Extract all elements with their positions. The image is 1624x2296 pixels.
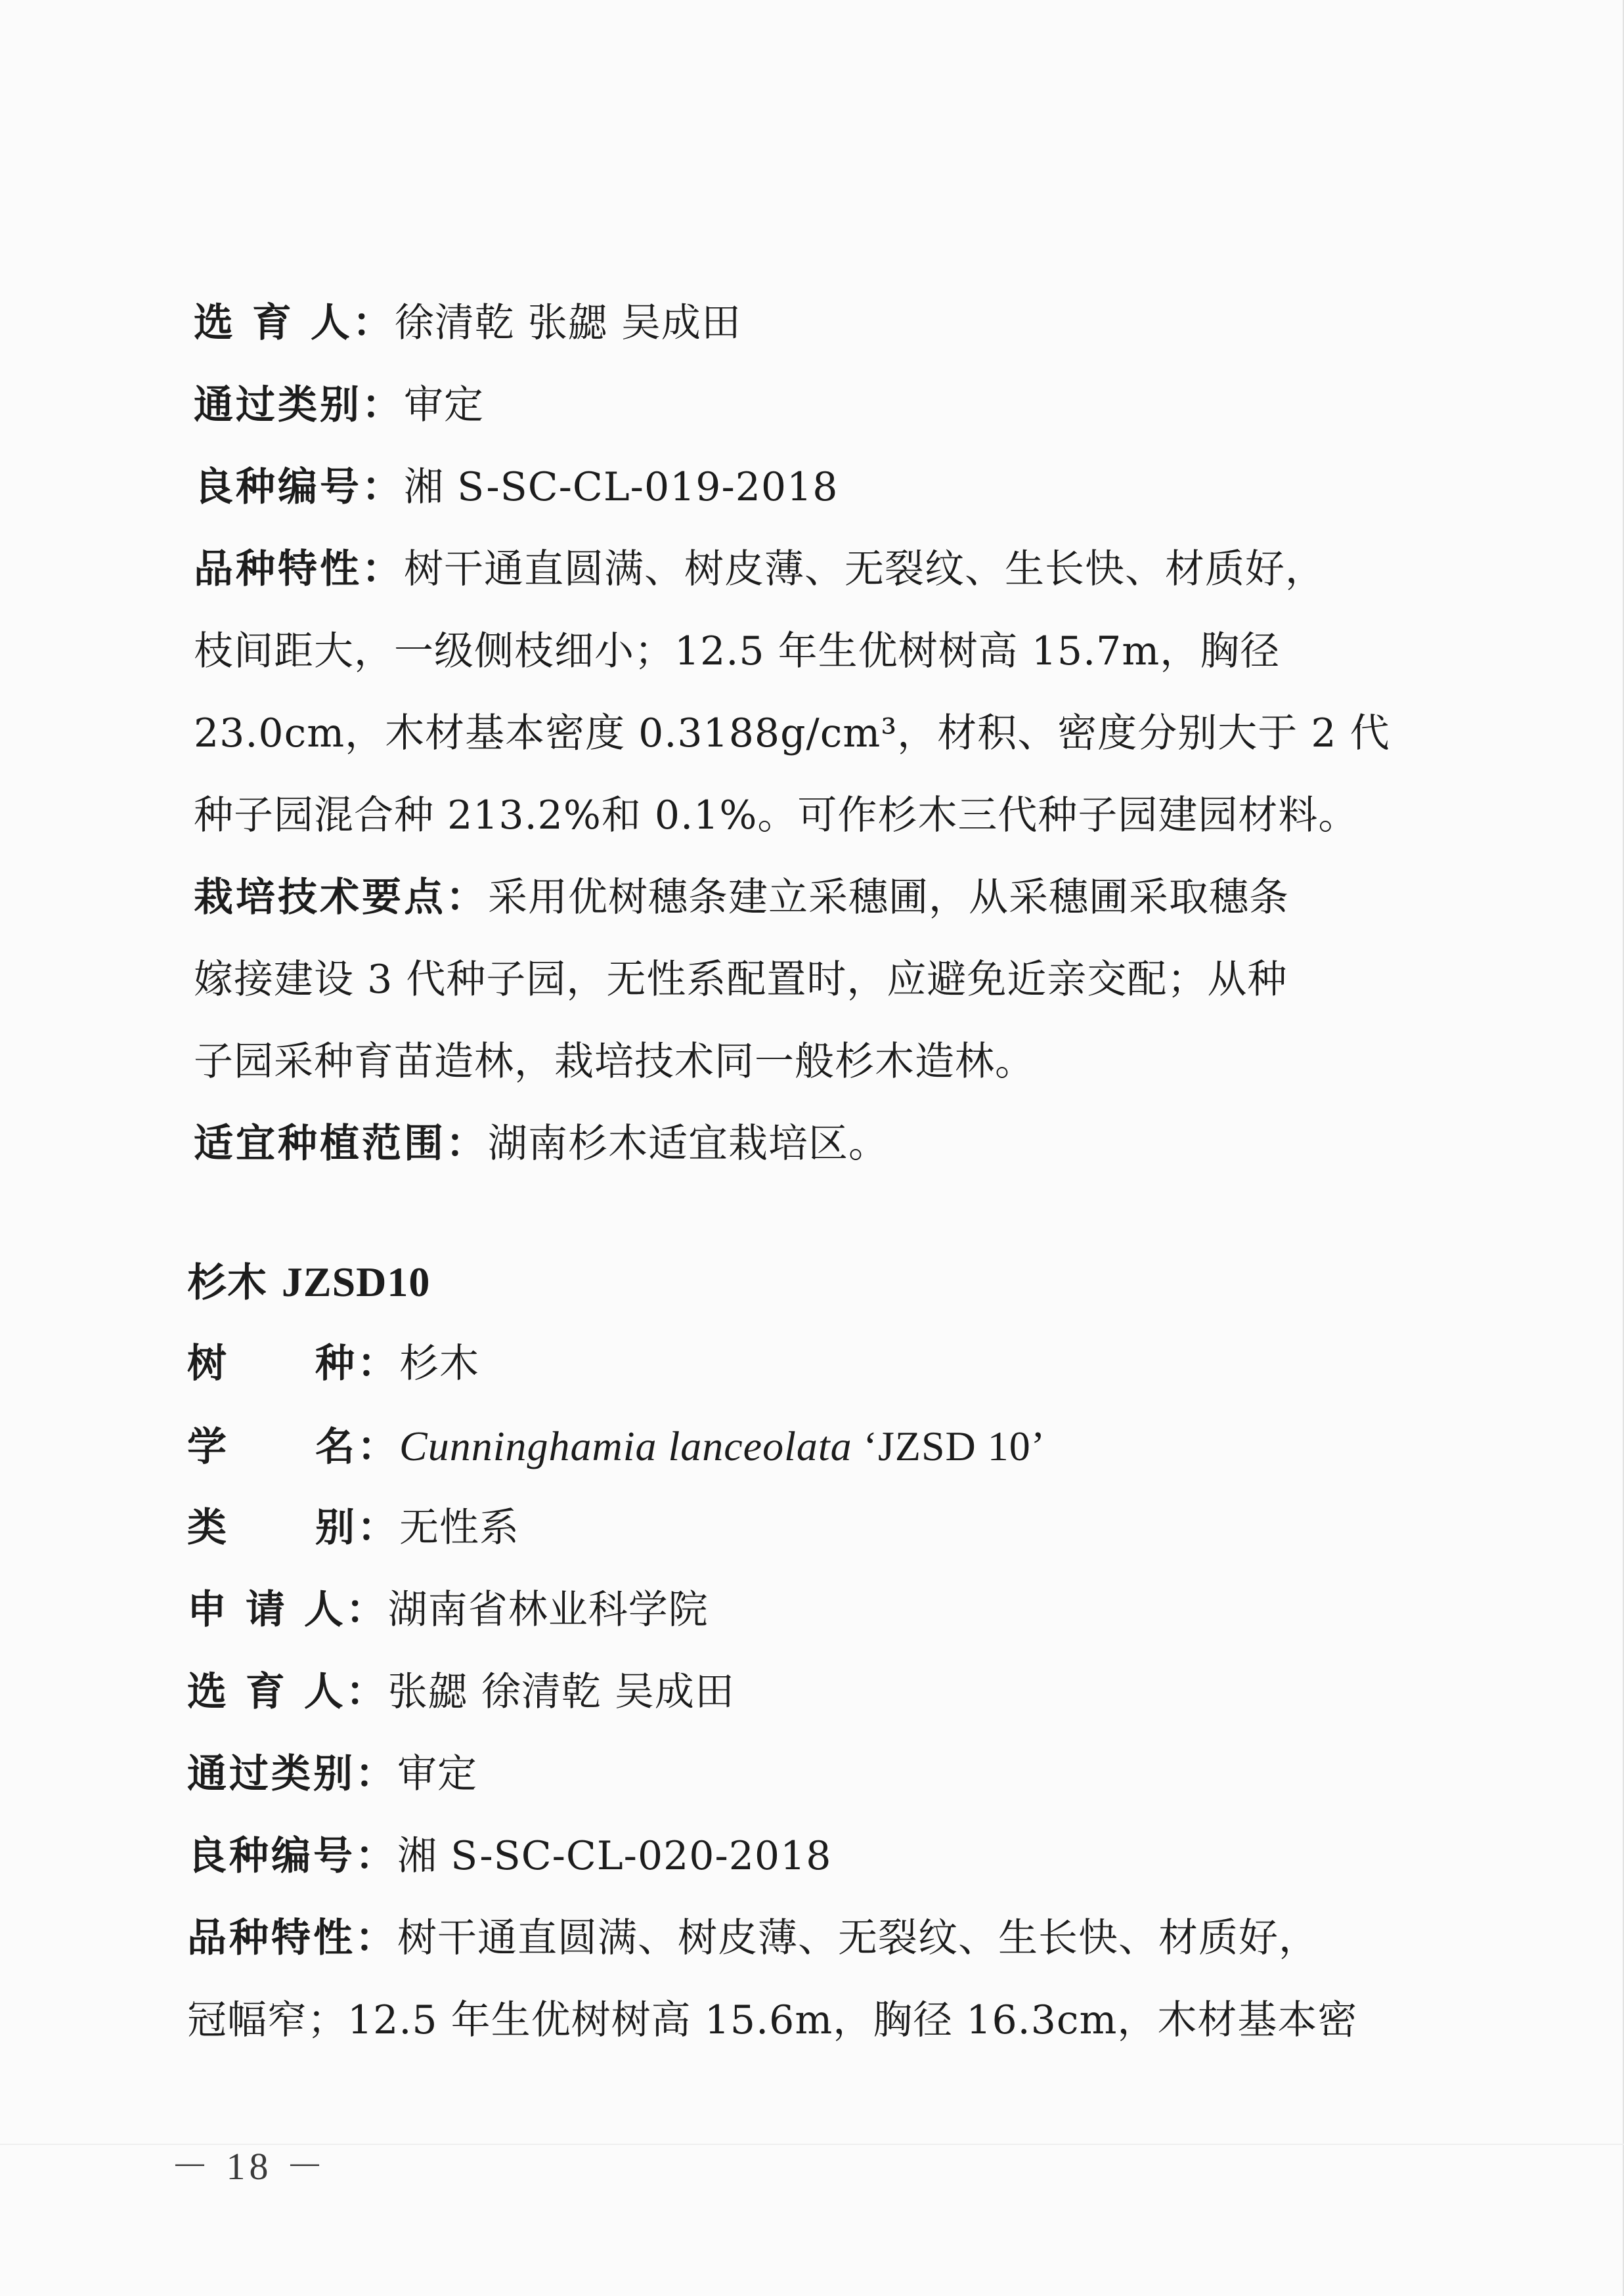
entry1-traits-text-1: 树干通直圆满、树皮薄、无裂纹、生长快、材质好， xyxy=(404,546,1325,592)
entry2-breeder-value: 张勰 徐清乾 吴成田 xyxy=(387,1669,735,1715)
entry2-title-code: JZSD10 xyxy=(281,1259,431,1305)
entry1-number-value: 湘 S-SC-CL-019-2018 xyxy=(404,464,839,510)
entry1-traits-label: 品种特性： xyxy=(194,546,404,592)
entry1-range-label: 适宜种植范围： xyxy=(194,1121,488,1167)
entry1-cultivation-label: 栽培技术要点： xyxy=(194,875,488,921)
entry2-sci-italic: Cunninghamia lanceolata xyxy=(399,1423,852,1469)
entry1-traits-line-1 xyxy=(194,529,1441,611)
entry2-species xyxy=(187,1323,1441,1405)
entry1-cultivation-line-2: 嫁接建设 3 代种子园，无性系配置时，应避免近亲交配；从种 xyxy=(194,957,1288,1003)
entry1-number xyxy=(194,446,1441,529)
entry2-species-value: 杉木 xyxy=(399,1341,479,1387)
entry1-breeder xyxy=(194,282,1441,364)
entry1-range xyxy=(194,1103,1441,1185)
entry1-traits-line-4: 种子园混合种 213.2%和 0.1%。可作杉木三代种子园建园材料。 xyxy=(194,792,1359,838)
entry2-sci-cultivar: ‘JZSD 10’ xyxy=(852,1423,1046,1469)
entry2-type-label-b: 别： xyxy=(315,1505,399,1551)
entry2-sci-label-a: 学 xyxy=(187,1424,229,1470)
entry2-species-label-a: 树 xyxy=(187,1341,229,1387)
entry2-applicant xyxy=(187,1569,1441,1651)
entry2-traits-text-1: 树干通直圆满、树皮薄、无裂纹、生长快、材质好， xyxy=(397,1915,1319,1961)
section-gap xyxy=(194,1185,1441,1241)
entry2-approval-value: 审定 xyxy=(397,1751,477,1797)
entry1-approval-label: 通过类别： xyxy=(194,382,404,428)
entry2-breeder xyxy=(187,1651,1441,1733)
entry2-type xyxy=(187,1487,1441,1569)
entry1-range-value: 湖南杉木适宜栽培区。 xyxy=(488,1121,889,1167)
entry2-type-label-a: 类 xyxy=(187,1505,229,1551)
entry2-species-label-b: 种： xyxy=(315,1341,399,1387)
entry1-cultivation-text-1: 采用优树穗条建立采穗圃，从采穗圃采取穗条 xyxy=(488,875,1289,921)
entry2-title-cn: 杉木 xyxy=(187,1260,282,1306)
entry2-approval xyxy=(187,1733,1441,1815)
entry2-breeder-label: 选 育 人： xyxy=(187,1669,388,1715)
entry1-traits-line-3: 23.0cm，木材基本密度 0.3188g/cm³，材积、密度分别大于 2 代 xyxy=(194,710,1390,756)
entry1-cultivation-line-3: 子园采种育苗造林，栽培技术同一般杉木造林。 xyxy=(194,1039,1035,1085)
page-number: － 18 － xyxy=(171,2145,328,2188)
entry2-number-label: 良种编号： xyxy=(187,1833,397,1879)
entry2-traits-label: 品种特性： xyxy=(187,1915,397,1961)
entry2-traits-line-1 xyxy=(187,1897,1441,1980)
entry2-applicant-label: 申 请 人： xyxy=(187,1587,388,1633)
entry2-sci-name xyxy=(187,1405,1441,1487)
entry2-applicant-value: 湖南省林业科学院 xyxy=(387,1587,709,1633)
entry2-title xyxy=(187,1241,1441,1323)
entry1-approval xyxy=(194,364,1441,446)
entry1-approval-value: 审定 xyxy=(404,382,484,428)
entry2-approval-label: 通过类别： xyxy=(187,1751,397,1797)
entry2-traits-line-2: 冠幅窄；12.5 年生优树树高 15.6m，胸径 16.3cm，木材基本密 xyxy=(187,1997,1358,2043)
document-body xyxy=(187,282,1441,2062)
entry2-number xyxy=(187,1815,1441,1897)
entry1-number-label: 良种编号： xyxy=(194,464,404,510)
entry2-type-value: 无性系 xyxy=(399,1505,519,1551)
entry2-sci-label-b: 名： xyxy=(315,1424,399,1470)
entry2-number-value: 湘 S-SC-CL-020-2018 xyxy=(397,1833,832,1879)
entry1-traits-line-2: 枝间距大，一级侧枝细小；12.5 年生优树树高 15.7m，胸径 xyxy=(194,628,1281,674)
entry1-breeder-value: 徐清乾 张勰 吴成田 xyxy=(394,300,741,346)
entry1-breeder-label: 选 育 人： xyxy=(194,300,395,346)
entry1-cultivation-line-1 xyxy=(194,857,1441,939)
